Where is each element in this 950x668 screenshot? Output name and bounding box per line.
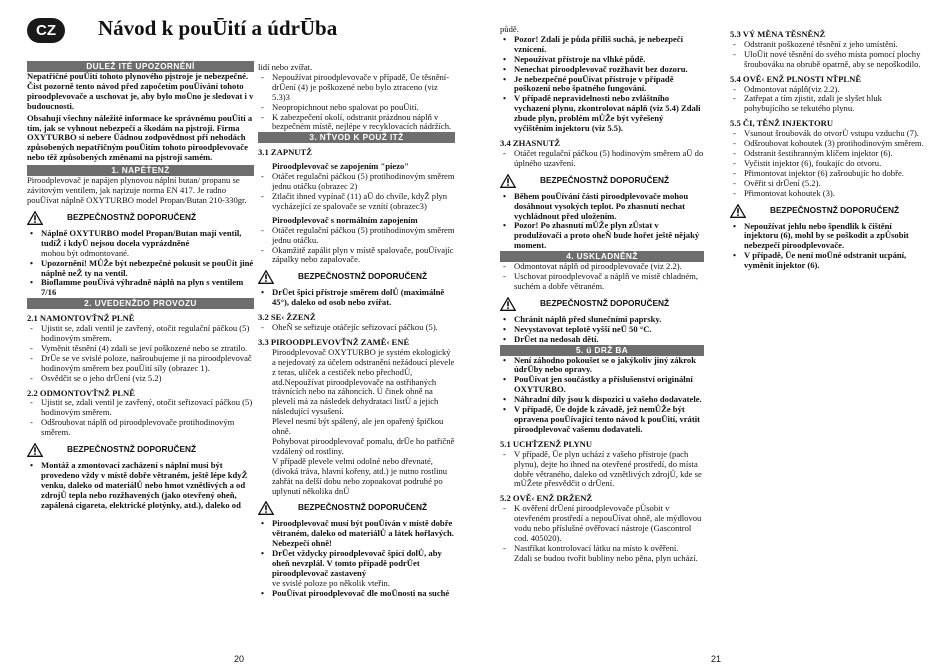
page-title: Návod k pouŪití a údrŪba: [98, 16, 338, 40]
indented-text: ve svislé poloze po několik vteřin.: [272, 577, 390, 588]
bullet-item: • PouŪívat jen součástky a příslušenství originální OXYTURBO.: [500, 375, 704, 395]
dash-item: - Odmontovat náplň(viz 2.2).: [730, 85, 928, 95]
safety-warning: [730, 204, 928, 218]
indented-text: Zdali se budou tvořit bubliny nebo pěna, plyn uchází.: [514, 552, 698, 563]
dash-item: - Otáčet regulační páčkou (5) protihodinovým směrem jednu otáčku.: [258, 226, 455, 246]
warning-triangle-icon: [500, 297, 528, 311]
warning-label: BEZPEČNOSTNŽ DOPORUČENŽ: [298, 271, 428, 282]
paragraph: Piroodplevovač je napájen plynovou náplní butan/ propanu se závitovým ventilem, jak naŗizuje norma EN 417. Je radno pouŪívat náplně OXYTURBO model Propan/Butan 210-330gr.: [27, 175, 247, 205]
section-heading: 3.4 ZHASNUTŽ: [500, 137, 561, 148]
section-heading: 5.4 OVĚ‹ ENŽ PLNOSTI NŤPLNĚ: [730, 73, 862, 84]
indented-text: mohou být odmontované.: [41, 247, 130, 258]
dash-item: - Otáčet regulační páčkou (5) protihodinovým směrem jednu otáčku (obrazec 2): [258, 172, 455, 192]
section-heading: 5.5 ČI, TĚNŽ INJEKTORU: [730, 118, 834, 129]
dash-item: - Otáčet regulační páčkou (5) hodinovým směrem aŪ do úplného uzavření.: [500, 149, 704, 169]
section-bar: 1. NAPĚŤENŽ: [27, 165, 254, 176]
bullet-item: • DrŪet vždycky piroodplevovač špicí dolŮ, aby oheň nevzplál. V tomto případě podrŪet piroodplevovač zastavený: [258, 549, 455, 579]
section-heading: 5.2 OVĚ‹ ENŽ DRŽENŽ: [500, 493, 593, 504]
dash-item: - Odšroubovat kohoutek (3) protihodinovým směrem.: [730, 139, 928, 149]
section-heading: 5.3 VÝ MĚNA TĚSNĚNŽ: [730, 29, 826, 39]
bullet-item: • PouŪívat piroodplevovač dle moŪnosti na suché: [258, 589, 455, 599]
indented-text: Pohybovat piroodplevovač pomalu, drŪe ho patřičně vzdálený od rostliny.: [272, 436, 455, 456]
bullet-item: • Nevystavovat teplotě vyšší neŪ 50 °C.: [500, 325, 704, 335]
dash-item: - Vyčistit injektor (6), foukajíc do otvoru.: [730, 159, 928, 169]
dash-item: - Odstranit šestihranným klíčem injektor (6).: [730, 149, 928, 159]
warning-triangle-icon: [27, 211, 55, 225]
page-number-left: 20: [234, 654, 245, 664]
dash-item: - DrŪe se ve svislé poloze, našroubujeme ji na piroodplevovač hodinovým směrem bez pouŪití síly (obrazec 1).: [27, 354, 254, 374]
language-badge: CZ: [27, 18, 65, 43]
warning-label: BEZPEČNOSTNŽ DOPORUČENŽ: [67, 211, 197, 222]
bullet-item: • DrŪet špici přístroje směrem dolŮ (maximálně 45°), daleko od osob nebo zvířat.: [258, 288, 455, 308]
section-heading: 3.3 PIROODPLEVOVŤNŽ ZAMĚ‹ ENÉ: [258, 336, 410, 347]
bullet-item: • Chránit náplň před slunečními paprsky.: [500, 315, 704, 325]
dash-item: - Odstranit poškozené těsnění z jeho umístění.: [730, 40, 928, 50]
section-bar: 2. UVEDENŽDO PROVOZU: [27, 298, 254, 309]
dash-item: - Vyměnit těsnění (4) zdali se jeví poškozené nebo se ztratilo.: [27, 344, 254, 354]
right-page: [478, 0, 950, 668]
right-column-1: [500, 25, 704, 564]
bullet-item: • V případě nepravidelnosti nebo zvláštního vychazení plynu, zkontrolovat náplň (viz 5.4) Zdali zbude plyn, problém mŮŽe být vyřešený vyčištěním injektoru (viz 5.5).: [500, 94, 704, 134]
dash-item: - V případě, Ūe plyn uchází z vašeho přístroje (pach plynu), dejte ho ihned na otevřené prostředí, do místa dobře větraného, daleko od vznětlivých zdrojŮ, kde se mŮŽete přesvědčit o drŪení.: [500, 450, 704, 490]
dash-item: - K ověření drŪení piroodplevovače pŮsobit v otevřeném prostředí a nepouŪívat ohně, ale mýdlovou vodu nebo příslušné ověřovací nástroje (Gascontrol cod. 405020).: [500, 504, 704, 544]
bullet-item: • Montáž a zmontovací zacházení s náplní musí být provedeno vždy v místě dobře větraném, ještě lépe kdyŽ venku, daleko od materiálŮ nebo hmot vznětlivých a od zdrojŮ tepla nebo rozžhavených (jako otevřený oheň, zapálená cigareta, elektrické plotýnky, atd.), daleko od: [27, 461, 254, 511]
bullet-item: • Náhradní díly jsou k dispozici u vašeho dodavatele.: [500, 395, 704, 405]
warning-triangle-icon: [27, 443, 55, 457]
dash-item: - Vsunout šroubovák do otvorŮ vstupu vzduchu (7).: [730, 129, 928, 139]
section-heading: 2.1 NAMONTOVŤNŽ PLNĚ: [27, 313, 135, 324]
indented-text: Piroodplevovač OXYTURBO je systém ekologický a nejedovatý za účelem odstranění nežádoucí plevele z teras, uliček a cestiček nebo přechodŮ, atd.Nepoužívat piroodplevovače na ostřihaných trávnících nebo na záhoncích. Ú činek ohně na plevelí má za následek dehydrataci listŮ a jejich následující vysušení.: [272, 346, 455, 417]
safety-warning: [500, 297, 704, 311]
safety-warning: [258, 501, 455, 515]
bullet-item: • Pozor! Po zhasnutí mŮŽe plyn zŮstat v produlžovači a proto oheŇ bude hořet ještě nějaký moment.: [500, 221, 704, 251]
safety-warning: [500, 174, 704, 188]
section-heading: 3.2 SE‹ ŽZENŽ: [258, 312, 316, 323]
dash-item: - Nepoužívat piroodplevovače v případě, Ūe těsnění-drŪení (4) je poškozené nebo bylo ztraceno (viz 5.3)3: [258, 73, 455, 103]
dash-item: - Uschovat piroodplevovač a náplň ve místě chladném, suchém a dobře větraném.: [500, 272, 704, 292]
dash-item: - Nastříkat kontrolovací látku na místo k ověření.: [500, 544, 704, 554]
warning-triangle-icon: [258, 270, 286, 284]
dash-item: - UloŪit nové těsnění do svého místa pomocí plochy šroubováku na obrubě opatrně, aby se nepoškodilo.: [730, 50, 928, 70]
warning-label: BEZPEČNOSTNŽ DOPORUČENŽ: [540, 297, 670, 308]
bullet-item: • DrŪet na nedosah dětí.: [500, 335, 704, 345]
paragraph: lidí nebo zvířat.: [258, 62, 313, 72]
bullet-item: • Piroodplevovač musí být pouŪíván v místě dobře větraném, daleko od materiálŮ a látek hořlavých. Nebezpečí ohně!: [258, 519, 455, 549]
warning-triangle-icon: [258, 501, 286, 515]
right-column-2: [730, 25, 928, 271]
left-column-1: [27, 61, 254, 511]
subsection-heading: Piroodplevovač s normálním zapojením: [272, 214, 418, 225]
section-heading: 2.2 ODMONTOVŤNŽ PLNĚ: [27, 387, 135, 398]
paragraph: půdě.: [500, 24, 519, 34]
bullet-item: • Bioflamme pouŪívá výhradně náplň na plyn s ventilem 7/16: [27, 278, 254, 298]
dash-item: - Odmontovat náplň od piroodplevovače (viz 2.2).: [500, 262, 704, 272]
warning-label: BEZPEČNOSTNŽ DOPORUČENŽ: [770, 204, 900, 215]
bullet-item: • Pozor! Zdali je půda příliš suchá, je nebezpečí vznícení.: [500, 35, 704, 55]
safety-warning: [27, 443, 254, 457]
dash-item: - Ztlačit ihned vypínač (11) aŪ do chvíle, kdyŽ plyn vycházející ze spalovače se vznítí (obrazec3): [258, 192, 455, 212]
dash-item: - Odšroubovat náplň od piroodplevovače protihodinovým směrem.: [27, 418, 254, 438]
dash-item: - Zatřepat a tím zjistit, zdali je slyšet hluk pohybujícího se tekutého plynu.: [730, 94, 928, 114]
dash-item: - Neopropichnout nebo spalovat po pouŪití.: [258, 103, 455, 113]
bullet-item: • Nepoužívat jehlu nebo špendlík k čištění injektoru (6), mohl by se poškodit a zpŮsobit nebezpečí piroodplevovače.: [730, 222, 928, 252]
bullet-item: • Během pouŪívání části piroodplevovače mohou dosáhnout vysokých teplot. Po zhasnutí nechat vychládnout před uložením.: [500, 192, 704, 222]
bullet-item: • Náplně OXYTURBO model Propan/Butan mají ventil, tudíŽ i kdyŪ nejsou docela vyprázdněné: [27, 229, 254, 249]
section-heading: 3.1 ZAPNUTŽ: [258, 147, 312, 158]
section-bar: 5. ú DRŽ BA: [500, 345, 704, 356]
section-bar: DULEŽ ITÉ UPOZORNĚNÍ: [27, 61, 254, 72]
safety-warning: [27, 211, 254, 225]
bold-paragraph: Nepatřičné pouŪití tohoto plynového pįstroje je nebezpečné. Čist pozorně tento návod před započetím pouŪívání tohoto piroodplevovače a uschovat je, aby bylo moŪno je sledovat i v budoucnosti.: [27, 71, 254, 111]
section-heading: 5.1 UCHŤZENŽ PLYNU: [500, 438, 593, 449]
bullet-item: • Nenechat piroodplevovač rozžhavit bez dozoru.: [500, 65, 704, 75]
warning-label: BEZPEČNOSTNŽ DOPORUČENŽ: [298, 502, 428, 513]
safety-warning: [258, 270, 455, 284]
warning-triangle-icon: [500, 174, 528, 188]
page-number-right: 21: [711, 654, 722, 664]
warning-triangle-icon: [730, 204, 758, 218]
warning-label: BEZPEČNOSTNŽ DOPORUČENŽ: [540, 174, 670, 185]
dash-item: - Ujistit se, zdali ventil je zavřený, otočit seřizovací páčkou (5) hodinovým směrem.: [27, 398, 254, 418]
bold-paragraph: Obsahují všechny náležité informace ke správnému pouŪití a tím, jak se vyhnout nebezpečí a škodám na pįstroji. Firma OXYTURBO si nebere Ūádnou zodpovědnost při nehodách způsobených nepatřičným pouŪitím tohoto piroodplevovače nebo těž způsobených změnami na pįstroji samém.: [27, 112, 253, 163]
indented-text: Plevel nesmí být spálený, ale jen opařený špičkou ohně.: [272, 416, 444, 437]
dash-item: - Ujistit se, zdali ventil je zavřený, otočit regulační páčkou (5) hodinovým směrem.: [27, 324, 254, 344]
section-bar: 4. USKLADNĚNŽ: [500, 251, 704, 262]
section-bar: 3. NŤVOD K POUŽ ITŽ: [258, 132, 455, 143]
bullet-item: • Nepoužívat přístroje na vlhké půdě.: [500, 55, 704, 65]
indented-text: V případě plevele velmi odolné nebo dřevnaté, (dívoká tráva, hlavní kořeny, atd.) je nutno rostlinu zahřát na delší dobu nebo zopoakovat podruhé po uplynutí několika dnŮ: [272, 455, 448, 496]
bullet-item: • V případě, Ūe není moŪné odstranit ucpání, vyměnit injektor (6).: [730, 251, 928, 271]
dash-item: - Okamžitě zapálit plyn v místě spalovače, pouŪívajíc zápalky nebo zapalovače.: [258, 246, 455, 266]
dash-item: - Ověřit si drŪení (5.2).: [730, 179, 928, 189]
left-column-2: [258, 63, 455, 599]
dash-item: - OheŇ se seřizuje otáčejíc seřizovací páčkou (5).: [258, 323, 455, 333]
dash-item: - Přimontovat kohoutek (3).: [730, 189, 928, 199]
dash-item: - Osvědčit se o jeho drŪení (viz 5.2): [27, 374, 254, 384]
bullet-item: • Upozornění! MŮŽe být nebezpečné pokusit se pouŪít jiné náplně neŽ ty na ventil.: [27, 259, 254, 279]
dash-item: - Přimontovat injektor (6) zašroubujíc ho dobře.: [730, 169, 928, 179]
bullet-item: • Je nebezpečné pouŪívat přístroje v případě poškozeni nebo špatného fungování.: [500, 75, 704, 95]
dash-item: - K zabezpečení okolí, odstranit prázdnou náplň v bezpečném místě, nejlépe v recyklovacích nádržích.: [258, 113, 455, 133]
warning-label: BEZPEČNOSTNŽ DOPORUČENŽ: [67, 444, 197, 455]
bullet-item: • V případě, Ūe dojde k závadě, jež nemŮŽe být opravena pouŪívající tento návod k pouŪití, vrátit piroodplevovač vašemu dodavateli.: [500, 405, 704, 435]
bullet-item: • Není záhodno pokoušet se o jakýkoliv jiný zákrok údrŪby nebo opravy.: [500, 356, 704, 376]
subsection-heading: Piroodplevovač se zapojením "piezo": [272, 161, 410, 172]
